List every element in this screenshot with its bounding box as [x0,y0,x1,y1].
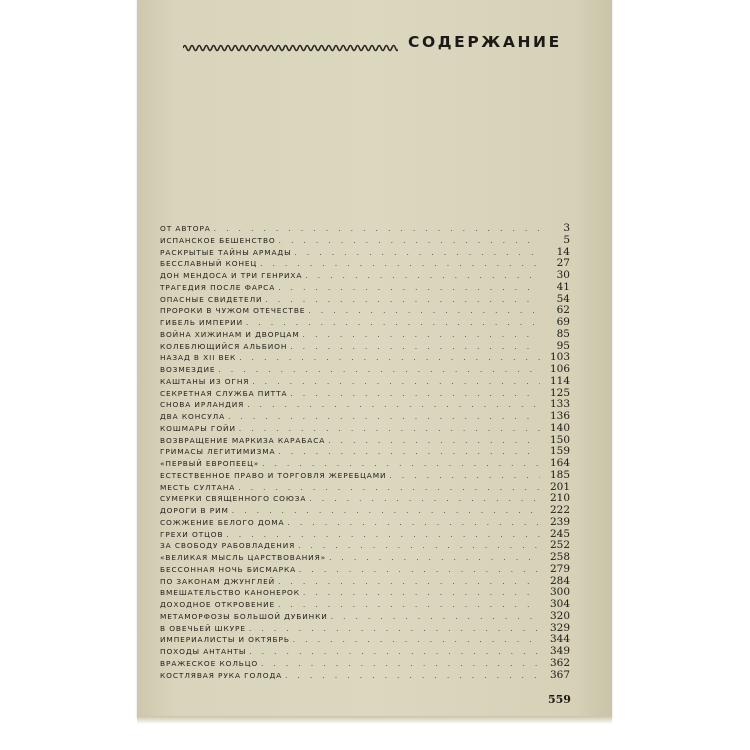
toc-entry [160,552,570,564]
toc-entry [160,341,570,353]
toc-entry [160,411,570,423]
toc-entry-title: ИМПЕРИАЛИСТЫ И ОКТЯБРЬ [160,635,290,645]
toc-entry-page: 85 [556,327,570,340]
toc-entry-page: 252 [549,539,570,552]
toc-entry-page: 5 [563,233,570,246]
toc-entry-title: ПРОРОКИ В ЧУЖОМ ОТЕЧЕСТВЕ [160,306,306,316]
toc-entry-title: ТРАГЕДИЯ ПОСЛЕ ФАРСА [160,282,276,292]
toc-entry [160,587,570,599]
toc-entry-title: ВОЗМЕЗДИЕ [160,365,216,374]
toc-entry-page: 258 [549,551,570,563]
toc-entry-page: 133 [549,398,570,411]
wavy-ornament-line [183,42,398,54]
toc-entry-title: «ВЕЛИКАЯ МЫСЛЬ ЦАРСТВОВАНИЯ» [160,553,327,562]
toc-entry-title: ГИБЕЛЬ ИМПЕРИИ [160,318,243,327]
toc-entry [160,399,570,411]
toc-entry-title: ПО ЗАКОНАМ ДЖУНГЛЕЙ [160,576,276,586]
toc-entry [160,517,570,529]
toc-entry-title: СОЖЖЕНИЕ БЕЛОГО ДОМА [160,517,285,527]
toc-entry-page: 150 [549,433,570,446]
toc-entry-title: ДОХОДНОЕ ОТКРОВЕНИЕ [160,600,276,609]
toc-entry-title: МЕТАМОРФОЗЫ БОЛЬШОЙ ДУБИНКИ [160,611,328,621]
toc-entry-title: ИСПАНСКОЕ БЕШЕНСТВО [160,235,276,245]
toc-entry-page: 62 [556,304,570,317]
toc-leader-dots [285,671,540,683]
toc-entry-page: 95 [556,339,570,352]
toc-entry [160,623,570,635]
toc-entry-page: 279 [549,562,570,575]
toc-entry-title: В ОВЕЧЬЕЙ ШКУРЕ [160,623,246,633]
toc-entry [160,258,570,270]
toc-entry-page: 54 [556,292,570,305]
toc-entry [160,282,570,294]
toc-entry-title: ВОЗВРАЩЕНИЕ МАРКИЗА КАРАБАСА [160,435,326,445]
table-of-contents [160,223,570,681]
toc-entry [160,235,570,247]
toc-entry-page: 245 [549,527,570,540]
toc-entry-title: ОТ АВТОРА [160,224,211,233]
toc-entry-page: 239 [549,515,570,528]
toc-entry-page: 304 [549,598,570,610]
toc-entry [160,482,570,494]
toc-entry-page: 349 [549,645,570,657]
toc-entry-page: 3 [563,222,570,234]
toc-entry-title: РАСКРЫТЫЕ ТАЙНЫ АРМАДЫ [160,247,292,257]
toc-entry-title: ОПАСНЫЕ СВИДЕТЕЛИ [160,294,263,304]
toc-entry-page: 344 [549,633,570,646]
toc-entry-title: ДВА КОНСУЛА [160,412,226,421]
toc-entry [160,376,570,388]
toc-entry-title: СНОВА ИРЛАНДИЯ [160,400,245,410]
toc-entry-title: БЕССЛАВНЫЙ КОНЕЦ [160,259,258,269]
toc-entry [160,599,570,611]
toc-entry-page: 329 [549,621,570,634]
toc-entry-page: 114 [549,374,570,387]
toc-entry [160,529,570,541]
toc-entry [160,670,570,682]
toc-entry-page: 159 [549,445,570,458]
toc-entry-page: 103 [549,351,570,364]
toc-entry-page: 210 [549,492,570,505]
toc-entry-page: 300 [549,586,570,599]
toc-entry-page: 222 [549,504,570,516]
toc-entry-title: СЕКРЕТНАЯ СЛУЖБА ПИТТА [160,388,288,398]
toc-entry [160,611,570,623]
toc-entry-title: НАЗАД В XII ВЕК [160,353,237,363]
toc-entry-title: КОЛЕБЛЮЩИЙСЯ АЛЬБИОН [160,341,288,351]
toc-entry [160,505,570,517]
toc-entry [160,576,570,588]
toc-entry [160,352,570,364]
toc-entry-page: 362 [549,656,570,669]
toc-entry-title: ГРИМАСЫ ЛЕГИТИМИЗМА [160,447,276,457]
toc-entry [160,294,570,306]
toc-entry-page: 125 [549,386,570,399]
toc-entry-page: 140 [549,421,570,434]
toc-entry-title: ЗА СВОБОДУ РАБОВЛАДЕНИЯ [160,541,296,551]
toc-entry-title: ВМЕШАТЕЛЬСТВО КАНОНЕРОК [160,588,300,598]
toc-entry-title: КОСТЛЯВАЯ РУКА ГОЛОДА [160,670,283,680]
toc-entry-title: КОШМАРЫ ГОЙИ [160,423,236,433]
toc-entry-title: БЕССОННАЯ НОЧЬ БИСМАРКА [160,564,297,574]
toc-entry-page: 41 [556,280,570,293]
toc-entry-title: ВОЙНА ХИЖИНАМ И ДВОРЦАМ [160,329,300,339]
toc-entry-page: 284 [549,574,570,587]
toc-entry [160,540,570,552]
toc-entry-title: ДОН МЕНДОСА И ТРИ ГЕНРИХА [160,271,303,280]
toc-entry-page: 30 [556,269,570,281]
toc-entry-title: ПОХОДЫ АНТАНТЫ [160,647,247,656]
toc-entry [160,423,570,435]
contents-heading: СОДЕРЖАНИЕ [408,33,562,51]
toc-entry [160,247,570,259]
toc-entry-title: «ПЕРВЫЙ ЕВРОПЕЕЦ» [160,459,260,468]
toc-entry [160,388,570,400]
toc-entry-title: ДОРОГИ В РИМ [160,506,229,515]
toc-entry-page: 164 [549,457,570,469]
toc-entry-title: ВРАЖЕСКОЕ КОЛЬЦО [160,658,259,668]
toc-entry [160,317,570,329]
toc-entry-page: 14 [556,245,570,258]
toc-entry-page: 367 [549,668,570,681]
page-number: 559 [548,693,571,706]
toc-entry [160,364,570,376]
toc-entry-page: 136 [549,410,570,422]
toc-entry [160,305,570,317]
toc-entry [160,646,570,658]
toc-entry [160,435,570,447]
toc-entry-page: 185 [549,468,570,481]
toc-entry-page: 320 [549,609,570,622]
toc-entry-title: ГРЕХИ ОТЦОВ [160,529,224,539]
toc-entry [160,564,570,576]
toc-entry-page: 106 [549,363,570,375]
toc-entry-title: ЕСТЕСТВЕННОЕ ПРАВО И ТОРГОВЛЯ ЖЕРЕБЦАМИ [160,470,387,480]
toc-entry [160,446,570,458]
toc-entry-page: 69 [556,316,570,328]
toc-entry [160,223,570,235]
toc-entry-title: МЕСТЬ СУЛТАНА [160,482,236,492]
toc-entry [160,329,570,341]
toc-entry [160,658,570,670]
toc-entry [160,270,570,282]
toc-entry-title: КАШТАНЫ ИЗ ОГНЯ [160,376,250,386]
toc-entry-page: 201 [549,480,570,493]
toc-entry [160,493,570,505]
toc-entry-page: 27 [556,257,570,270]
toc-entry [160,634,570,646]
toc-entry [160,458,570,470]
toc-entry-title: СУМЕРКИ СВЯЩЕННОГО СОЮЗА [160,494,307,504]
toc-entry [160,470,570,482]
